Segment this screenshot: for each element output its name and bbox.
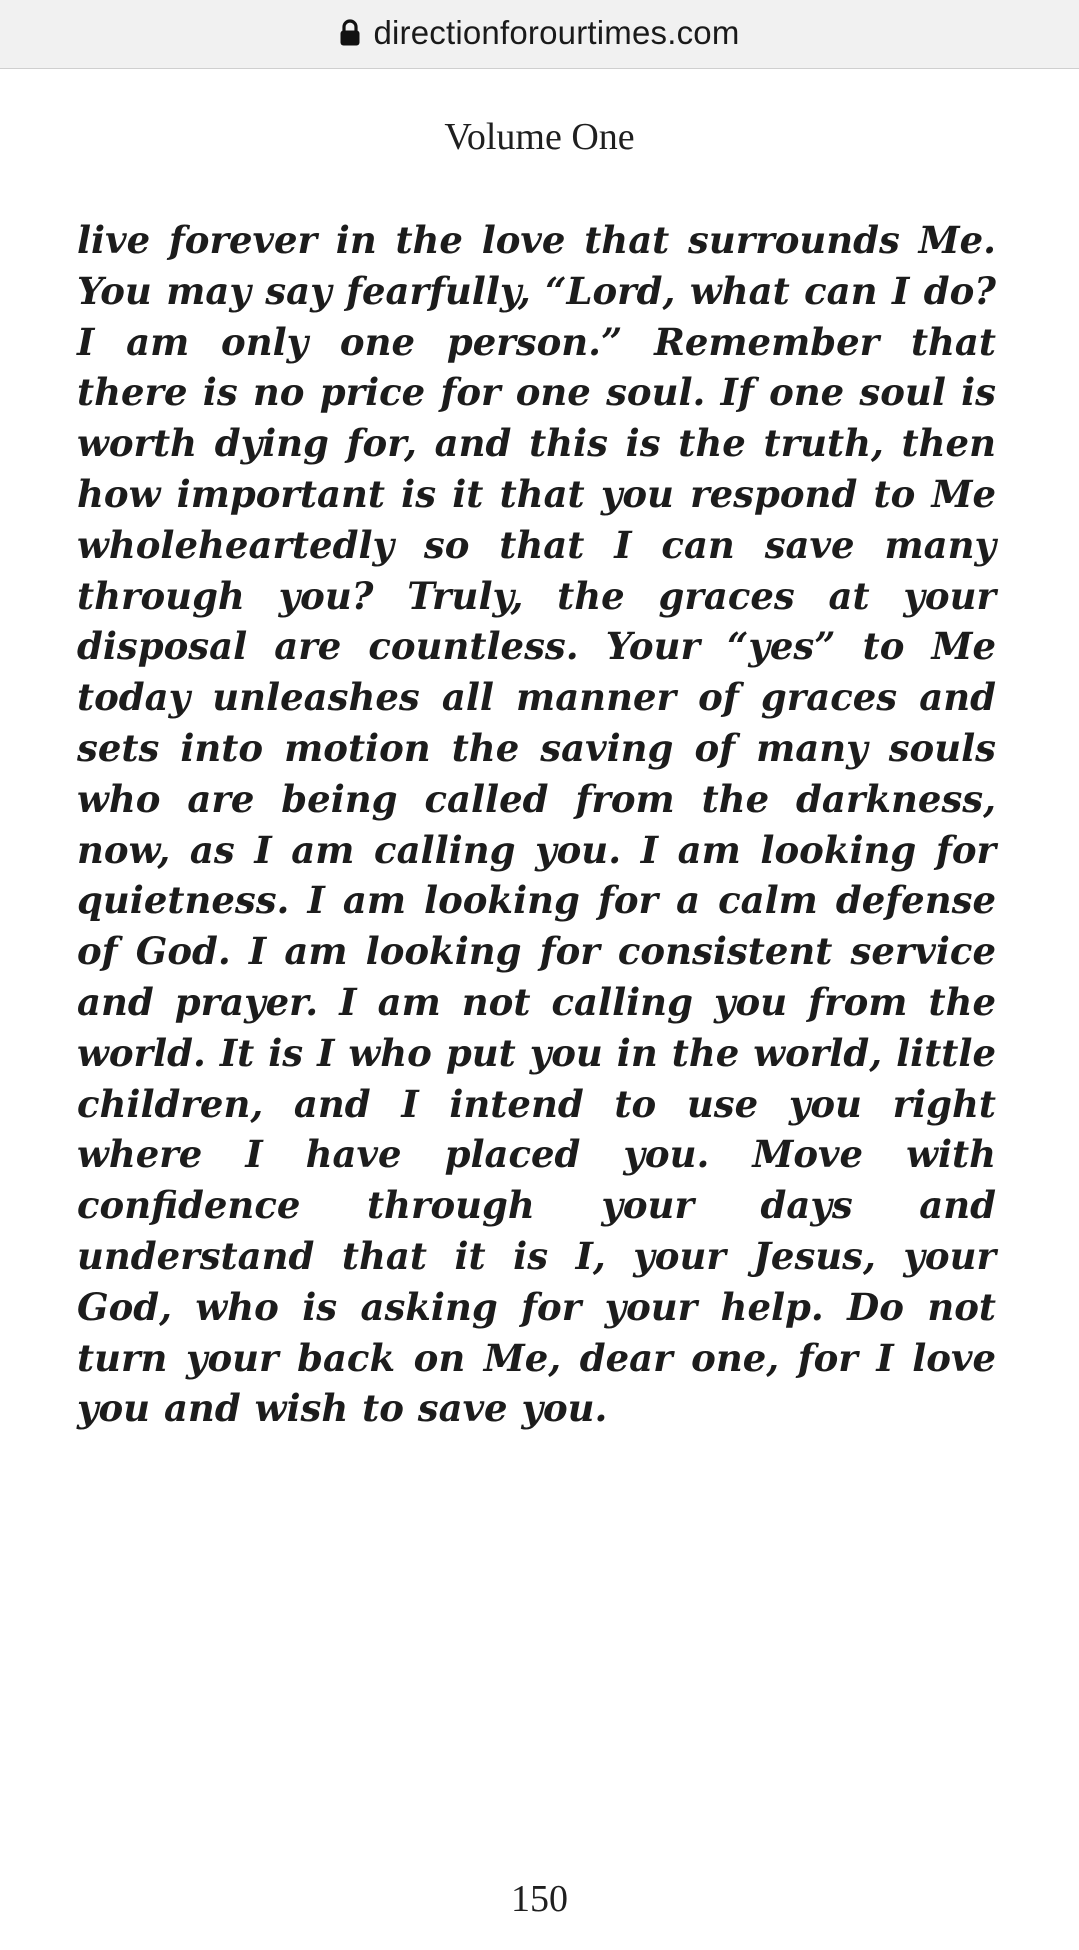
lock-icon (339, 19, 361, 47)
address-bar[interactable] (0, 0, 1079, 69)
running-head: Volume One (444, 116, 635, 158)
url-text[interactable]: directionforourtimes.com (373, 14, 740, 51)
body-text: live forever in the love that surrounds Me. You may say fearfully, “Lord, what can I do? I am only one person.” Remember that there is no price for one soul. If one soul is worth dying for, and this is the truth, then how important is it that you respond to Me wholeheartedly so that I can save many through you? Truly, the graces at your disposal are countless. Your “yes” to Me today unleashes all manner of graces and sets into motion the saving of many souls who are being called from the darkness, now, as I am calling you. I am looking for quietness. I am looking for a calm defense of God. I am looking for consistent service and prayer. I am not calling you from the world. It is I who put you in the world, little children, and I intend to use you right where I have placed you. Move with confidence through your days and understand that it is I, your Jesus, your God, who is asking for your help. Do not turn your back on Me, dear one, for I love you and wish to save you. (77, 218, 996, 1431)
page-number: 150 (511, 1878, 568, 1920)
address-bar-content[interactable] (339, 14, 739, 52)
